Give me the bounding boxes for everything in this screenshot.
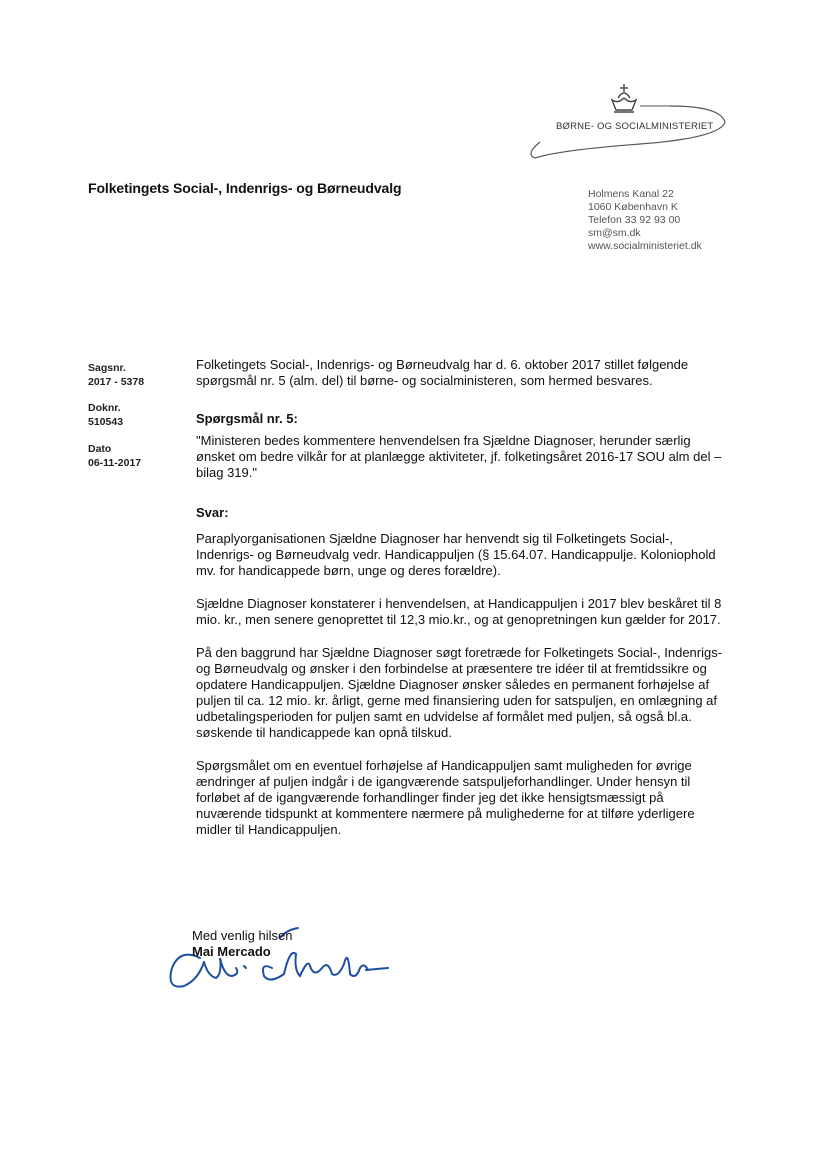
answer-heading: Svar: — [196, 505, 229, 520]
answer-paragraph: Paraplyorganisationen Sjældne Diagnoser har henvendt sig til Folketingets Social-, Indenrigs- og Børneudvalg vedr. Handicappuljen (§ 15.64.07. Handicappulje. Koloniophold mv. for handicappede børn, unge og deres forældre). — [196, 531, 716, 578]
intro-paragraph: Folketingets Social-, Indenrigs- og Børneudvalg har d. 6. oktober 2017 stillet følgende spørgsmål nr. 5 (alm. del) til børne- og socialministeren, som hermed besvares. — [196, 357, 689, 388]
letter-body — [196, 357, 726, 838]
case-number-value: 2017 - 5378 — [88, 376, 145, 388]
signature-block — [192, 928, 292, 960]
date-value: 06-11-2017 — [88, 457, 142, 469]
address-city: 1060 København K — [588, 201, 678, 213]
answer-paragraph: Sjældne Diagnoser konstaterer i henvendelsen, at Handicappuljen i 2017 blev beskåret til 8 mio. kr., men senere genoprettet til 12,3 mio.kr., og at genopretningen kun gælder for 2017. — [196, 596, 722, 627]
ministry-address — [588, 188, 702, 253]
document-number-block — [88, 401, 123, 429]
address-email: sm@sm.dk — [588, 227, 641, 239]
closing-line: Med venlig hilsen — [192, 928, 293, 943]
address-phone: Telefon 33 92 93 00 — [588, 214, 681, 226]
document-number-label: Doknr. — [88, 402, 121, 414]
date-block — [88, 442, 141, 470]
case-number-label: Sagsnr. — [88, 362, 126, 374]
address-street: Holmens Kanal 22 — [588, 188, 674, 200]
answer-paragraph: På den baggrund har Sjældne Diagnoser søgt foretræde for Folketingets Social-, Indenrigs- og Børneudvalg og ønsker i den forbindelse at præsentere tre idéer til at fremtidssikre og opdatere Handicappuljen. Sjældne Diagnoser ønsker således en permanent forhøjelse af puljen til ca. 12 mio. kr. årligt, gerne med finansiering uden for satspuljen, en omlægning af udbetalingsperioden for puljen samt en udvidelse af formålet med puljen, så også bl.a. søskende til handicappede kan opnå tilskud. — [196, 645, 723, 740]
ministry-logo — [520, 80, 730, 170]
recipient-heading: Folketingets Social-, Indenrigs- og Børneudvalg — [88, 180, 402, 196]
document-number-value: 510543 — [88, 416, 124, 428]
question-text: "Ministeren bedes kommentere henvendelsen fra Sjældne Diagnoser, herunder særlig ønsket om bedre vilkår for at planlægge aktiviteter, jf. folketingsåret 2016-17 SOU alm del – bilag 319." — [196, 433, 722, 480]
date-label: Dato — [88, 443, 112, 455]
question-heading: Spørgsmål nr. 5: — [196, 411, 298, 426]
answer-paragraph: Spørgsmålet om en eventuel forhøjelse af Handicappuljen samt muligheden for øvrige ændringer af puljen indgår i de igangværende satspuljeforhandlinger. Under hensyn til forløbet af de igangværende forhandlinger finder jeg det ikke hensigtsmæssigt på nuværende tidspunkt at kommentere nærmere på mulighederne for at tilføre yderligere midler til Handicappuljen. — [196, 758, 695, 837]
signatory-name: Mai Mercado — [192, 944, 271, 959]
case-number-block — [88, 361, 144, 389]
address-website: www.socialministeriet.dk — [588, 240, 702, 252]
ministry-name: BØRNE- OG SOCIALMINISTERIET — [556, 121, 714, 132]
